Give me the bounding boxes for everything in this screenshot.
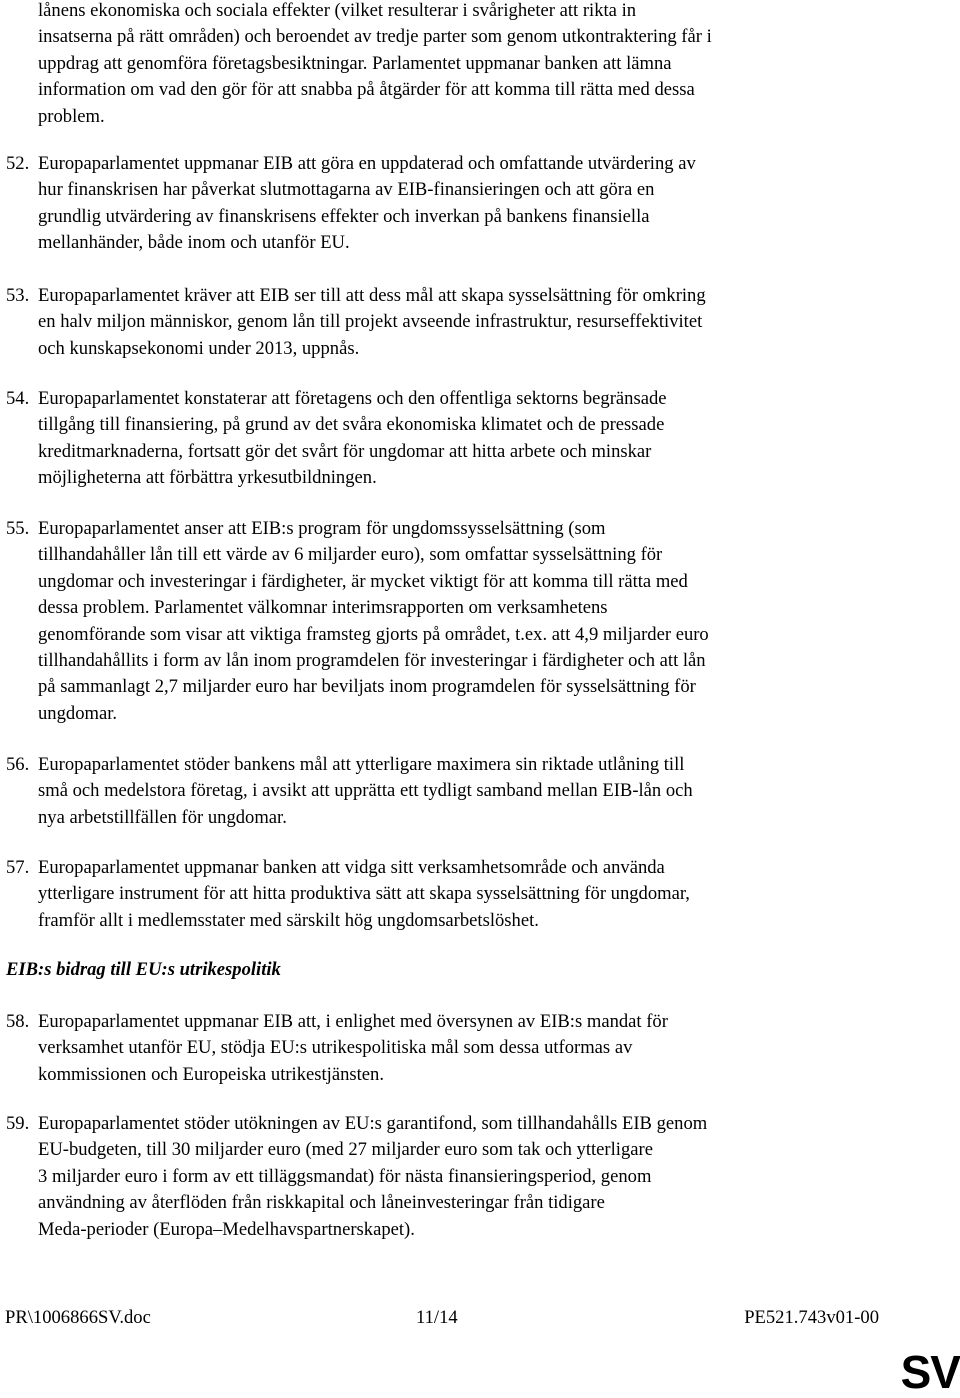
text-line: Europaparlamentet stöder utökningen av EU:s garantifond, som tillhandahålls EIB genom [38,1113,708,1134]
text-line: mellanhänder, både inom och utanför EU. [38,232,350,254]
paragraph-52 [6,151,888,257]
text-line: möjligheterna att förbättra yrkesutbildningen. [38,467,377,489]
text-line: kreditmarknaderna, fortsatt gör det svårt för ungdomar att hitta arbete och minskar [38,440,652,462]
paragraph-56 [6,752,888,831]
text-line: nya arbetstillfällen för ungdomar. [38,806,287,828]
text-line: grundlig utvärdering av finanskrisens effekter och inverkan på bankens finansiella [38,205,650,227]
text-line: EU-budgeten, till 30 miljarder euro (med 27 miljarder euro som tak och ytterligare [38,1139,653,1161]
text-line: ungdomar och investeringar i färdigheter, är mycket viktigt för att komma till rätta med [38,570,688,592]
text-line: hur finanskrisen har påverkat slutmottagarna av EIB-finansieringen och att göra en [38,179,655,201]
text-line: Europaparlamentet kräver att EIB ser till att dess mål att skapa sysselsättning för omkring [38,285,706,306]
text-line: problem. [38,105,105,127]
footer-pe-ref: PE521.743v01-00 [744,1307,879,1328]
paragraph-number: 56. [6,754,30,775]
paragraph-number: 52. [6,153,30,174]
text-line: kommissionen och Europeiska utrikestjänsten. [38,1063,384,1085]
text-line: och kunskapsekonomi under 2013, uppnås. [38,337,360,359]
section-heading: EIB:s bidrag till EU:s utrikespolitik [6,959,281,980]
text-line: Europaparlamentet konstaterar att företagens och den offentliga sektorns begränsade [38,388,667,409]
paragraph-55 [6,516,888,727]
continued-paragraph [38,0,888,130]
text-line: ytterligare instrument för att hitta produktiva sätt att skapa sysselsättning för ungdomar, [38,883,690,905]
paragraph-number: 59. [6,1113,30,1134]
footer-doc-ref: PR\1006866SV.doc [5,1307,151,1328]
paragraph-number: 55. [6,518,30,539]
text-line: Europaparlamentet uppmanar banken att vidga sitt verksamhetsområde och använda [38,857,665,878]
text-line: på sammanlagt 2,7 miljarder euro har beviljats inom programdelen för sysselsättning för [38,676,696,698]
text-line: Europaparlamentet stöder bankens mål att ytterligare maximera sin riktade utlåning till [38,754,685,775]
text-line: genomförande som visar att viktiga framsteg gjorts på området, t.ex. att 4,9 miljarder euro [38,623,709,645]
paragraph-57 [6,855,888,934]
text-line: tillhandahåller lån till ett värde av 6 miljarder euro), som omfattar sysselsättning för [38,544,663,566]
text-line: dessa problem. Parlamentet välkomnar interimsrapporten om verksamhetens [38,597,608,619]
paragraph-54 [6,386,888,492]
text-line: 3 miljarder euro i form av ett tilläggsmandat) för nästa finansieringsperiod, genom [38,1165,652,1187]
paragraph-59 [6,1111,888,1243]
text-line: Europaparlamentet anser att EIB:s program för ungdomssysselsättning (som [38,518,606,539]
text-line: tillgång till finansiering, på grund av det svåra ekonomiska klimatet och de pressade [38,414,665,436]
footer-page-number: 11/14 [416,1307,458,1328]
text-line: Europaparlamentet uppmanar EIB att göra en uppdaterad och omfattande utvärdering av [38,153,696,174]
paragraph-number: 53. [6,285,30,306]
paragraph-number: 58. [6,1011,30,1032]
text-line: Meda-perioder (Europa–Medelhavspartnerskapet). [38,1218,415,1240]
text-line: Europaparlamentet uppmanar EIB att, i enlighet med översynen av EIB:s mandat för [38,1011,668,1032]
text-line: lånens ekonomiska och sociala effekter (vilket resulterar i svårigheter att rikta in [38,0,637,21]
text-line: små och medelstora företag, i avsikt att upprätta ett tydligt samband mellan EIB-lån och [38,780,693,802]
text-line: framför allt i medlemsstater med särskilt hög ungdomsarbetslöshet. [38,909,539,931]
language-code: SV [900,1346,960,1398]
text-line: insatserna på rätt områden) och beroendet av tredje parter som genom utkontraktering får i [38,26,712,48]
text-line: verksamhet utanför EU, stödja EU:s utrikespolitiska mål som dessa utformas av [38,1037,633,1059]
text-line: ungdomar. [38,702,118,724]
text-line: användning av återflöden från riskkapital och låneinvesteringar från tidigare [38,1192,605,1214]
text-line: information om vad den gör för att snabba på åtgärder för att komma till rätta med dessa [38,79,695,101]
text-line: en halv miljon människor, genom lån till projekt avseende infrastruktur, resurseffektivitet [38,311,703,333]
paragraph-58 [6,1009,888,1088]
paragraph-number: 57. [6,857,30,878]
text-line: tillhandahållits i form av lån inom programdelen för investeringar i färdigheter och att lån [38,650,706,672]
paragraph-53 [6,283,888,362]
paragraph-number: 54. [6,388,30,409]
text-line: uppdrag att genomföra företagsbesiktningar. Parlamentet uppmanar banken att lämna [38,52,672,74]
